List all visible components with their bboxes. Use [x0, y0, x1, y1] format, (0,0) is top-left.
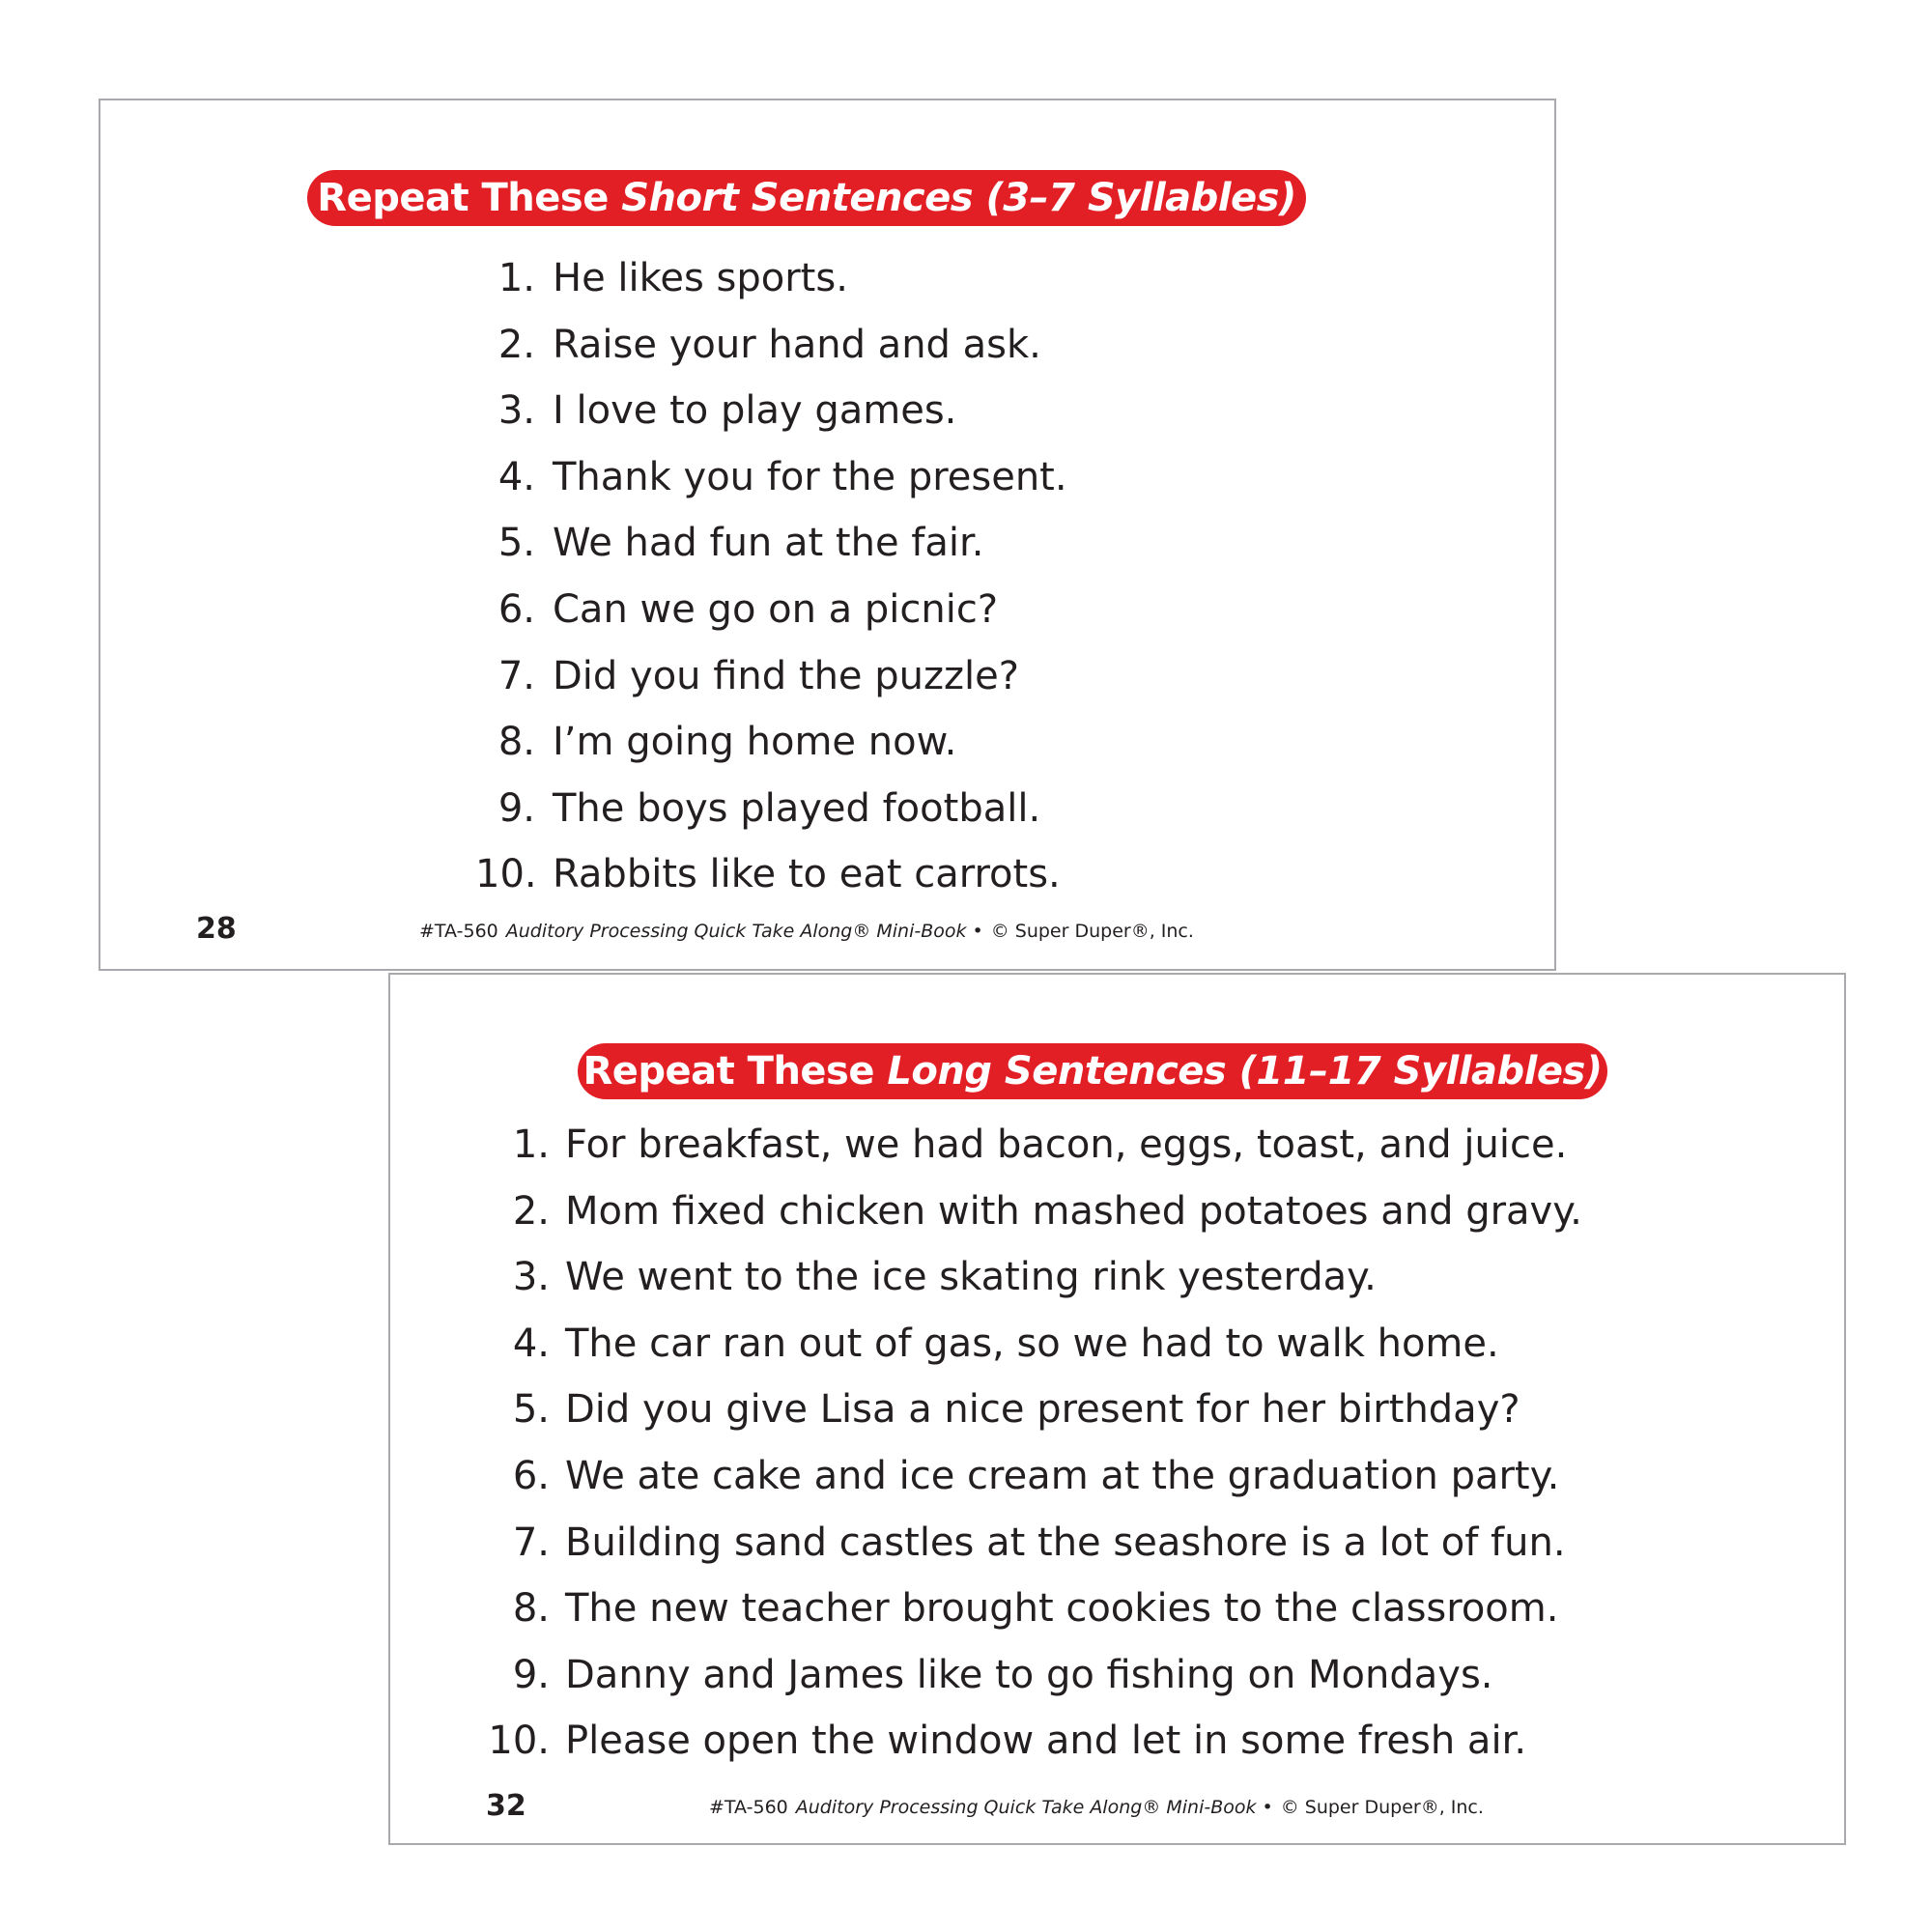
- list-item: [475, 510, 1441, 577]
- footer-copyright: © Super Duper®, Inc.: [1280, 1797, 1484, 1818]
- footer-credit: [419, 918, 1194, 945]
- item-text: He likes sports.: [553, 256, 848, 300]
- sentence-list: [482, 1112, 1834, 1775]
- item-text: We had fun at the fair.: [553, 521, 984, 566]
- card-long-sentences: [388, 973, 1846, 1845]
- heading-emphasis: Long Sentences (11–17 Syllables): [887, 1049, 1603, 1094]
- footer-bullet: •: [972, 921, 983, 942]
- item-text: Building sand castles at the seashore is a lot of fun.: [565, 1520, 1566, 1565]
- page-number: 28: [196, 912, 237, 946]
- list-item: [482, 1244, 1834, 1311]
- footer-book-title: Auditory Processing Quick Take Along® Mini-Book: [505, 921, 967, 942]
- heading-emphasis: Short Sentences (3–7 Syllables): [621, 176, 1296, 220]
- item-number: 2.: [512, 1188, 550, 1234]
- list-item: [475, 643, 1441, 710]
- item-text: Thank you for the present.: [553, 454, 1067, 499]
- item-text: Can we go on a picnic?: [553, 586, 999, 632]
- item-text: Raise your hand and ask.: [553, 322, 1041, 367]
- list-item: [482, 1642, 1834, 1709]
- item-text: For breakfast, we had bacon, eggs, toast, and juice.: [565, 1122, 1568, 1167]
- list-item: [482, 1311, 1834, 1378]
- item-number: 10.: [488, 1719, 550, 1764]
- item-number: 8.: [512, 1586, 550, 1632]
- item-text: Did you give Lisa a nice present for her birthday?: [565, 1387, 1520, 1433]
- footer-bullet: •: [1262, 1797, 1273, 1818]
- item-text: I’m going home now.: [553, 720, 957, 765]
- list-item: [482, 1443, 1834, 1510]
- card-short-sentences: [99, 99, 1556, 971]
- item-number: 4.: [497, 454, 535, 499]
- item-number: 10.: [475, 852, 537, 897]
- list-item: [475, 841, 1441, 908]
- sentence-list: [475, 245, 1441, 908]
- item-text: The new teacher brought cookies to the classroom.: [565, 1586, 1559, 1632]
- item-number: 4.: [512, 1321, 550, 1366]
- item-number: 3.: [512, 1255, 550, 1300]
- list-item: [482, 1510, 1834, 1577]
- heading-prefix: Repeat These: [317, 176, 622, 220]
- item-number: 5.: [512, 1387, 550, 1433]
- item-text: I love to play games.: [553, 388, 957, 434]
- list-item: [475, 709, 1441, 776]
- item-number: 1.: [512, 1122, 550, 1167]
- list-item: [475, 245, 1441, 312]
- item-text: The car ran out of gas, so we had to walk home.: [565, 1321, 1499, 1366]
- list-item: [482, 1112, 1834, 1179]
- footer-credit: [709, 1794, 1484, 1821]
- list-item: [482, 1179, 1834, 1245]
- list-item: [482, 1576, 1834, 1642]
- item-text: The boys played football.: [553, 785, 1041, 831]
- list-item: [482, 1377, 1834, 1443]
- footer-code: #TA-560: [709, 1797, 788, 1818]
- item-number: 8.: [497, 720, 535, 765]
- list-item: [482, 1708, 1834, 1775]
- footer-code: #TA-560: [419, 921, 498, 942]
- item-text: We went to the ice skating rink yesterday.: [565, 1255, 1377, 1300]
- item-text: Please open the window and let in some fresh air.: [565, 1719, 1527, 1764]
- item-text: Mom fixed chicken with mashed potatoes and gravy.: [565, 1188, 1582, 1234]
- card-heading: [307, 170, 1306, 226]
- item-text: We ate cake and ice cream at the graduation party.: [565, 1453, 1560, 1498]
- list-item: [475, 577, 1441, 643]
- item-number: 7.: [512, 1520, 550, 1565]
- item-number: 9.: [512, 1652, 550, 1697]
- item-number: 5.: [497, 521, 535, 566]
- item-text: Did you find the puzzle?: [553, 653, 1019, 698]
- item-text: Rabbits like to eat carrots.: [553, 852, 1061, 897]
- heading-prefix: Repeat These: [582, 1049, 888, 1094]
- footer-book-title: Auditory Processing Quick Take Along® Mini-Book: [795, 1797, 1257, 1818]
- item-number: 3.: [497, 388, 535, 434]
- list-item: [475, 378, 1441, 444]
- list-item: [475, 776, 1441, 842]
- page-number: 32: [486, 1789, 526, 1823]
- footer-copyright: © Super Duper®, Inc.: [990, 921, 1194, 942]
- item-number: 2.: [497, 322, 535, 367]
- item-number: 7.: [497, 653, 535, 698]
- item-number: 6.: [512, 1453, 550, 1498]
- list-item: [475, 312, 1441, 379]
- item-number: 1.: [497, 256, 535, 300]
- item-number: 9.: [497, 785, 535, 831]
- card-heading: [578, 1043, 1607, 1099]
- list-item: [475, 444, 1441, 511]
- item-number: 6.: [497, 586, 535, 632]
- item-text: Danny and James like to go fishing on Mondays.: [565, 1652, 1493, 1697]
